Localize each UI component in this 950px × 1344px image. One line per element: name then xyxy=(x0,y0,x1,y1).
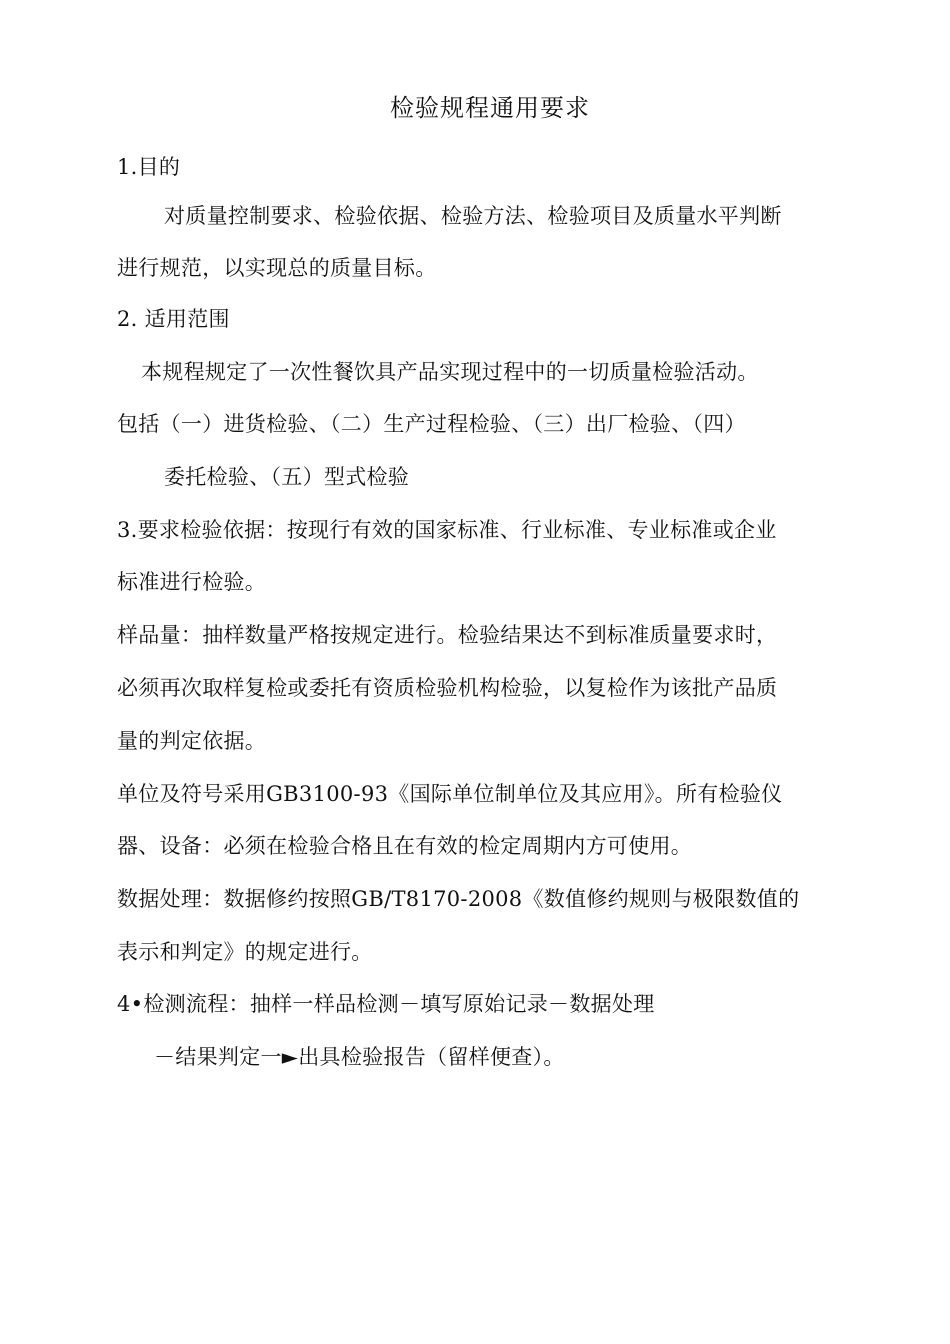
paragraph-line: 数据处理：数据修约按照GB/T8170-2008《数值修约规则与极限数值的 xyxy=(117,887,800,911)
paragraph-line: 对质量控制要求、检验依据、检验方法、检验项目及质量水平判断 xyxy=(164,204,782,228)
paragraph-line: 量的判定依据。 xyxy=(117,729,267,753)
paragraph-line: 进行规范，以实现总的质量目标。 xyxy=(117,256,437,280)
paragraph-line: 标准进行检验。 xyxy=(117,570,267,594)
paragraph-line: 必须再次取样复检或委托有资质检验机构检验，以复检作为该批产品质 xyxy=(117,676,778,700)
section-1-heading: 1.目的 xyxy=(117,155,181,179)
section-4-heading: 4•检测流程：抽样一样品检测－填写原始记录－数据处理 xyxy=(117,992,655,1016)
document-title: 检验规程通用要求 xyxy=(390,94,590,122)
paragraph-line: －结果判定一►出具检验报告（留样便查）。 xyxy=(154,1045,565,1069)
section-2-heading: 2. 适用范围 xyxy=(117,307,230,331)
paragraph-line: 单位及符号采用GB3100-93《国际单位制单位及其应用》。所有检验仪 xyxy=(117,782,783,806)
paragraph-line: 表示和判定》的规定进行。 xyxy=(117,940,373,964)
paragraph-line: 本规程规定了一次性餐饮具产品实现过程中的一切质量检验活动。 xyxy=(141,360,759,384)
paragraph-line: 样品量：抽样数量严格按规定进行。检验结果达不到标准质量要求时， xyxy=(117,623,778,647)
section-3-heading: 3.要求检验依据：按现行有效的国家标准、行业标准、专业标准或企业 xyxy=(117,518,777,542)
paragraph-line: 包括（一）进货检验、（二）生产过程检验、（三）出厂检验、（四） xyxy=(117,412,746,436)
paragraph-line: 器、设备：必须在检验合格且在有效的检定周期内方可使用。 xyxy=(117,834,693,858)
paragraph-line: 委托检验、（五）型式检验 xyxy=(164,465,410,489)
